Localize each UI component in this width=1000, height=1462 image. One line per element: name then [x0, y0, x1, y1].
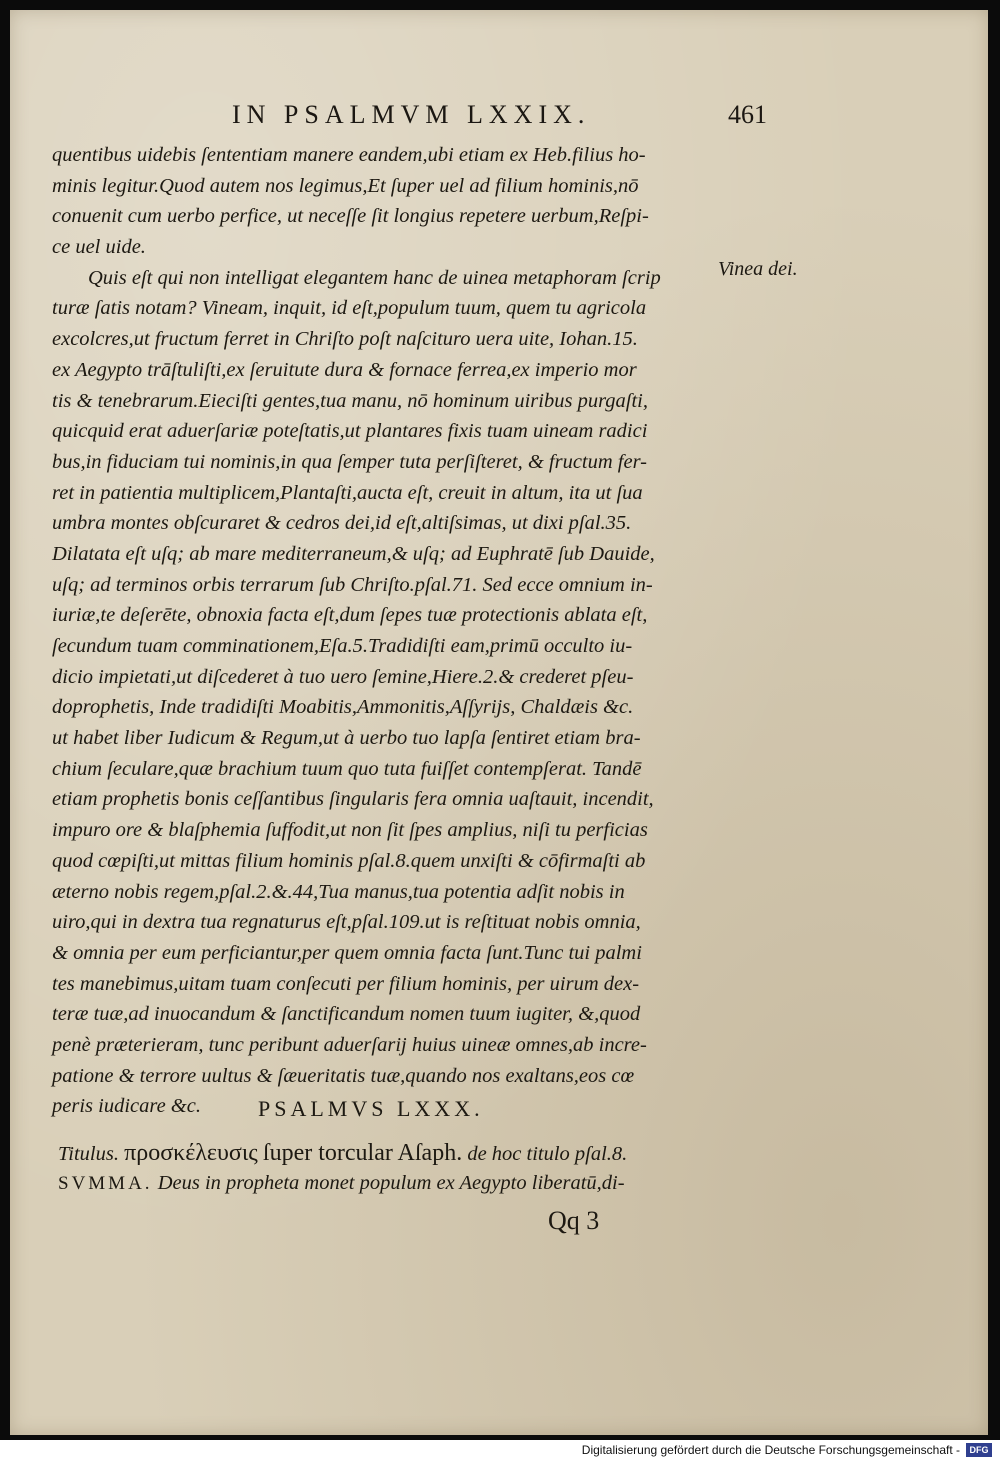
- text-line: æterno nobis regem,pſal.2.&.44,Tua manus,tua potentia adſit nobis in: [52, 880, 625, 903]
- summa-label: SVMMA.: [58, 1173, 153, 1194]
- running-head: [0, 100, 1000, 140]
- footer-credit: Digitalisierung gefördert durch die Deutsche Forschungsgemeinschaft -: [581, 1443, 960, 1457]
- summa-line: [58, 1172, 718, 1195]
- text-line: umbra montes obſcuraret & cedros dei,id eſt,altiſsimas, ut dixi pſal.35.: [52, 512, 632, 535]
- signature-mark: Qq 3: [548, 1206, 600, 1235]
- text-line: dicio impietati,ut diſcederet à tuo uero ſemine,Hiere.2.& crederet pſeu-: [52, 665, 634, 688]
- footer-bar: [0, 1440, 1000, 1462]
- text-line: ut habet liber Iudicum & Regum,ut à uerbo tuo lapſa ſentiret etiam bra-: [52, 727, 641, 750]
- text-line: minis legitur.Quod autem nos legimus,Et ſuper uel ad filium hominis,nō: [52, 174, 639, 197]
- text-line: doprophetis, Inde tradidiſti Moabitis,Ammonitis,Aſſyrijs, Chaldæis &c.: [52, 696, 634, 719]
- titulus-greek: προσκέλευσις: [124, 1140, 258, 1166]
- text-line: patione & terrore uultus & ſæueritatis tuæ,quando nos exaltans,eos cœ: [52, 1064, 635, 1087]
- text-line: penè præterieram, tunc peribunt aduerſarij huius uineæ omnes,ab incre-: [52, 1033, 647, 1056]
- text-line: chium ſeculare,quæ brachium tuum quo tuta fuiſſet contempſerat. Tandē: [52, 757, 642, 780]
- running-head-title: IN PSALMVM LXXIX.: [232, 100, 591, 129]
- text-line: ce uel uide.: [52, 236, 146, 259]
- text-line: excolcres,ut fructum ferret in Chriſto poſt naſcituro uera uite, Iohan.15.: [52, 328, 638, 351]
- text-line: ex Aegypto trāſtuliſti,ex ſeruitute dura & fornace ferrea,ex imperio mor: [52, 358, 637, 381]
- text-line: uſq; ad terminos orbis terrarum ſub Chriſto.pſal.71. Sed ecce omnium in-: [52, 573, 653, 596]
- text-line: tes manebimus,uitam tuam conſecuti per filium hominis, per uirum dex-: [52, 972, 640, 995]
- text-line: teræ tuæ,ad inuocandum & ſanctificandum nomen tuum iugiter, &,quod: [52, 1003, 641, 1026]
- text-line: Quis eſt qui non intelligat elegantem hanc de uinea metaphoram ſcrip: [88, 266, 661, 289]
- titulus-line: [58, 1140, 718, 1167]
- margin-note: Vinea dei.: [718, 258, 798, 280]
- text-line: peris iudicare &c.: [52, 1095, 201, 1118]
- text-line: quod cœpiſti,ut mittas filium hominis pſal.8.quem unxiſti & cōfirmaſti ab: [52, 849, 646, 872]
- page-number: 461: [728, 100, 767, 129]
- text-line: & omnia per eum perficiantur,per quem omnia facta ſunt.Tunc tui palmi: [52, 941, 642, 964]
- text-line: quicquid erat aduerſariæ poteſtatis,ut plantares fixis tuam uineam radici: [52, 420, 648, 443]
- text-line: iuriæ,te deſerēte, obnoxia facta eſt,dum ſepes tuæ protectionis ablata eſt,: [52, 604, 648, 627]
- text-line: quentibus uidebis ſententiam manere eandem,ubi etiam ex Heb.filius ho-: [52, 144, 646, 166]
- titulus-note: de hoc titulo pſal.8.: [467, 1143, 628, 1165]
- titulus-label: Titulus.: [58, 1143, 119, 1165]
- text-line: turæ ſatis notam? Vineam, inquit, id eſt,populum tuum, quem tu agricola: [52, 297, 647, 320]
- text-line: impuro ore & blaſphemia ſuffodit,ut non ſit ſpes amplius, niſi tu perficias: [52, 819, 648, 842]
- text-line: uiro,qui in dextra tua regnaturus eſt,pſal.109.ut is reſtituat nobis omnia,: [52, 911, 641, 934]
- text-line: ret in patientia multiplicem,Plantaſti,aucta eſt, creuit in altum, ita ut ſua: [52, 481, 643, 504]
- text-line: Dilatata eſt uſq; ab mare mediterraneum,& uſq; ad Euphratē ſub Dauide,: [52, 542, 655, 565]
- text-line: etiam prophetis bonis ceſſantibus ſingularis fera omnia uaſtauit, incendit,: [52, 788, 654, 811]
- text-line: ſecundum tuam comminationem,Eſa.5.Tradidiſti eam,primū occulto iu-: [52, 635, 633, 657]
- text-line: bus,in fiduciam tui nominis,in qua ſemper tuta perſiſteret, & fructum fer-: [52, 450, 647, 473]
- section-heading: PSALMVS LXXX.: [258, 1096, 484, 1121]
- text-line: conuenit cum uerbo perfice, ut neceſſe ſit longius repetere uerbum,Reſpi-: [52, 205, 649, 228]
- titulus-roman: ſuper torcular Aſaph.: [262, 1140, 463, 1166]
- commentary-text: [52, 140, 712, 1122]
- summa-text: Deus in propheta monet populum ex Aegypto liberatū,di-: [157, 1172, 625, 1194]
- text-line: tis & tenebrarum.Eieciſti gentes,tua manu, nō hominum uiribus purgaſti,: [52, 389, 648, 412]
- dfg-logo-icon: DFG: [966, 1443, 992, 1457]
